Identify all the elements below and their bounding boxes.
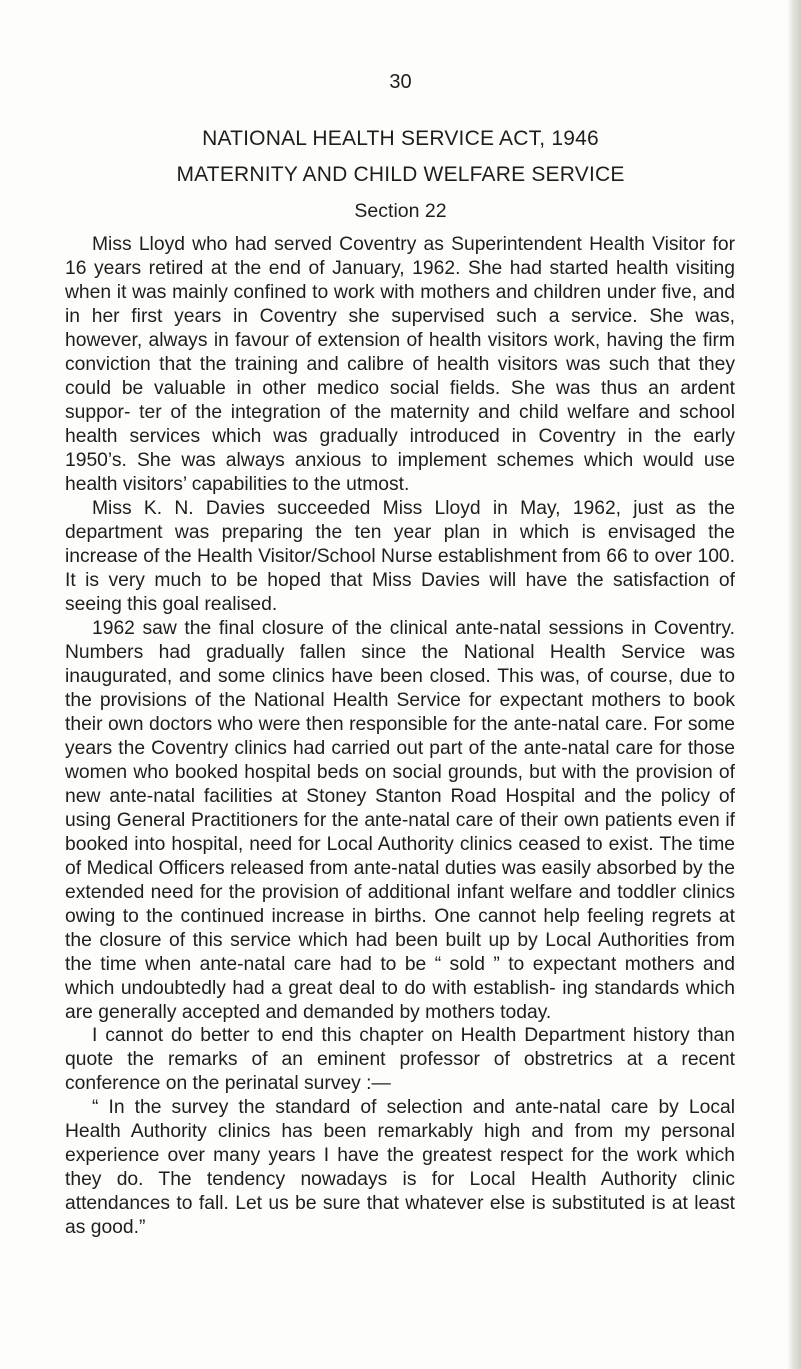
page-number: 30 — [389, 71, 412, 93]
professor-quotation: “ In the survey the standard of selection and ante-natal care by Local Health Authority clinics has been remarkably high and from my personal experience over many years I have the greatest respect for the work which they do. The tendency nowadays is for Local Health Authority clinic attendances to fall. Let us be sure that whatever else is substituted is at least as good.” — [65, 1097, 735, 1239]
paragraph-antenatal-closure: 1962 saw the final closure of the clinical ante-natal sessions in Coventry. Numbers had gradually fallen since the National Health Service was inaugurated, and some clinics have been closed. This was, of course, due to the provisions of the National Health Service for expectant mothers to book their own doctors who were then responsible for the ante-natal care. For some years the Coventry clinics had carried out part of the ante-natal care for those women who booked hospital beds on social grounds, but with the provision of new ante-natal facilities at Stoney Stanton Road Hospital and the policy of using General Practitioners for the ante-natal care of their own patients even if booked into hospital, need for Local Authority clinics ceased to exist. The time of Medical Officers released from ante-natal duties was easily absorbed by the extended need for the provision of additional infant welfare and toddler clinics owing to the continued increase in births. One cannot help feeling regrets at the closure of this service which had been built up by Local Authorities from the time when ante-natal care had to be “ sold ” to expectant mothers and which undoubtedly had a great deal to do with establish- ing standards which are generally accepted and demanded by mothers today. — [65, 617, 735, 1023]
body-text — [65, 233, 735, 1240]
section-label: Section 22 — [354, 200, 447, 222]
paragraph-lloyd-retirement: Miss Lloyd who had served Coventry as Superintendent Health Visitor for 16 years retired at the end of January, 1962. She had started health visiting when it was mainly confined to work with mothers and children under five, and in her first years in Coventry she supervised such a service. She was, however, always in favour of extension of health visitors work, having the firm conviction that the training and calibre of health visitors was such that they could be valuable in other medico social fields. She was thus an ardent suppor- ter of the integration of the maternity and child welfare and school health services which was gradually introduced in Coventry in the early 1950’s. She was always anxious to implement schemes which would use health visitors’ capabilities to the utmost. — [65, 234, 735, 495]
act-title: NATIONAL HEALTH SERVICE ACT, 1946 — [202, 127, 599, 150]
paragraph-davies-succession: Miss K. N. Davies succeeded Miss Lloyd in May, 1962, just as the department was preparing the ten year plan in which is envisaged the increase of the Health Visitor/School Nurse establishment from 66 to over 100. It is very much to be hoped that Miss Davies will have the satisfaction of seeing this goal realised. — [65, 497, 735, 615]
paragraph-chapter-end: I cannot do better to end this chapter on Health Department history than quote the remarks of an eminent professor of obstretrics at a recent conference on the perinatal survey :— — [65, 1025, 735, 1095]
service-title: MATERNITY AND CHILD WELFARE SERVICE — [176, 163, 625, 186]
